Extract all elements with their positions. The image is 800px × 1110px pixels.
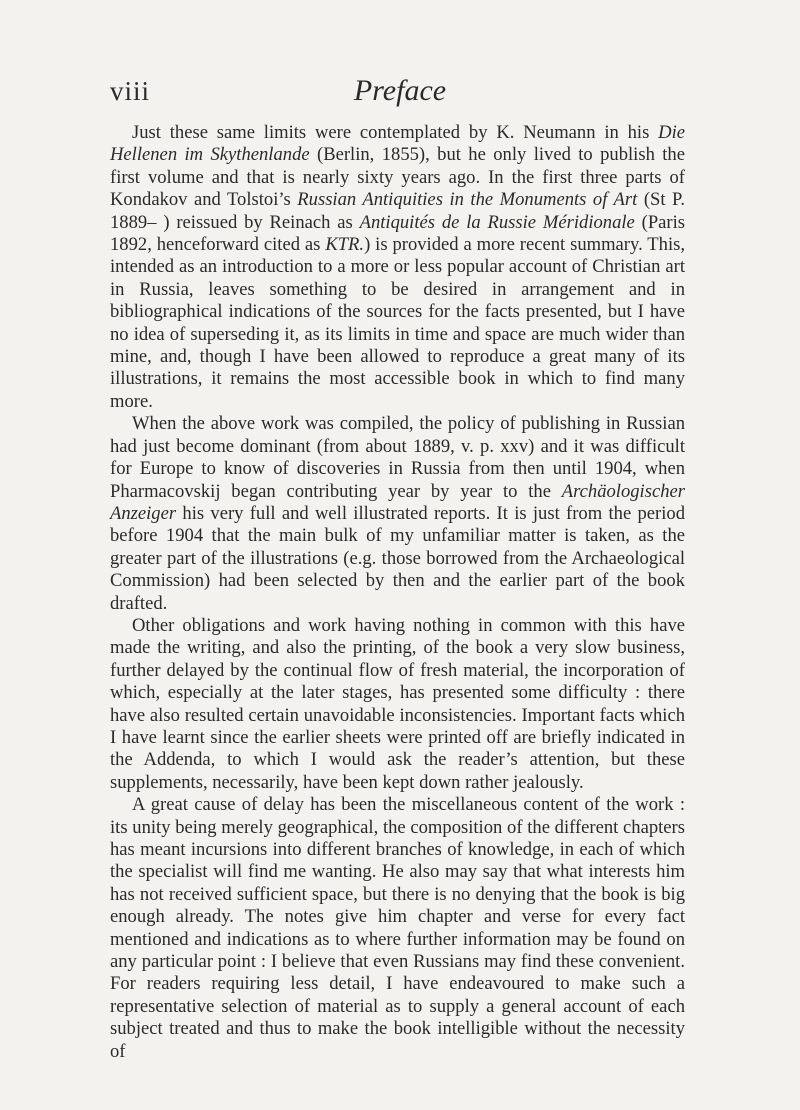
paragraph: [110, 122, 685, 413]
text-run: (Paris 1892, henceforward cited as: [110, 211, 686, 256]
text-run: (Berlin, 1855), but he only lived to publish the first volume and that is nearly sixty years ago. In the first three parts of Kondakov and Tolstoi’s: [110, 144, 685, 211]
page-number: viii: [110, 76, 151, 106]
text-run: Other obligations and work having nothing in common with this have made the writing, and also the printing, of the book a very slow business, further delayed by the continual flow of fresh material, the incorporation of which, especially at the later stages, has presented some difficulty : there have also resulted certain unavoidable inconsistencies. Important facts which I have learnt since the earlier sheets were printed off are briefly indicated in the Addenda, to which I would ask the reader’s attention, but these supplements, necessarily, have been kept down rather jealously.: [110, 614, 685, 793]
italic-title: Antiquités de la Russie Méridionale: [359, 211, 635, 233]
page-header: [0, 74, 800, 114]
text-run: ) is provided a more recent summary. This, intended as an introduction to a more or less popular account of Christian art in Russia, leaves something to be desired in arrangement and in bibliographical indications of the sources for the facts presented, but I have no idea of superseding it, as its limits in time and space are much wider than mine, and, though I have been allowed to reproduce a great many of its illustrations, it remains the most accessible book in which to find many more.: [110, 234, 685, 412]
text-run: (St P. 1889– ) reissued by Reinach as: [110, 189, 685, 233]
paragraph: [110, 794, 685, 1063]
italic-title: Russian Antiquities in the Monuments of Art: [297, 189, 638, 211]
paragraph: [110, 413, 685, 615]
italic-title: Archäologischer Anzeiger: [110, 480, 685, 524]
text-run: When the above work was compiled, the policy of publishing in Russian had just become dominant (from about 1889, v. p. xxv) and it was difficult for Europe to know of discoveries in Russia from then until 1904, when Pharmacovskij began contributing year by year to the: [110, 413, 685, 502]
text-run: Just these same limits were contemplated by K. Neumann in his: [132, 122, 659, 143]
italic-title: KTR.: [325, 234, 365, 256]
italic-title: Die Hellenen im Skythenlande: [110, 122, 685, 166]
body-text: [110, 122, 685, 1063]
text-run: A great cause of delay has been the miscellaneous content of the work : its unity being merely geographical, the composition of the different chapters has meant incursions into different branches of knowledge, in each of which the specialist will find me wanting. He also may say that what interests him has not received sufficient space, but there is no denying that the book is big enough already. The notes give him chapter and verse for every fact mentioned and indications as to where further information may be found on any particular point : I believe that even Russians may find these convenient. For readers requiring less detail, I have endeavoured to make such a representative selection of material as to supply a general account of each subject treated and thus to make the book intelligible without the necessity of: [110, 794, 685, 1062]
paragraph: [110, 615, 685, 794]
running-title: Preface: [353, 74, 447, 107]
text-run: his very full and well illustrated reports. It is just from the period before 1904 that the main bulk of my unfamiliar matter is taken, as the greater part of the illustrations (e.g. those borrowed from the Archaeological Commission) had been selected by then and the earlier part of the book drafted.: [110, 502, 685, 614]
